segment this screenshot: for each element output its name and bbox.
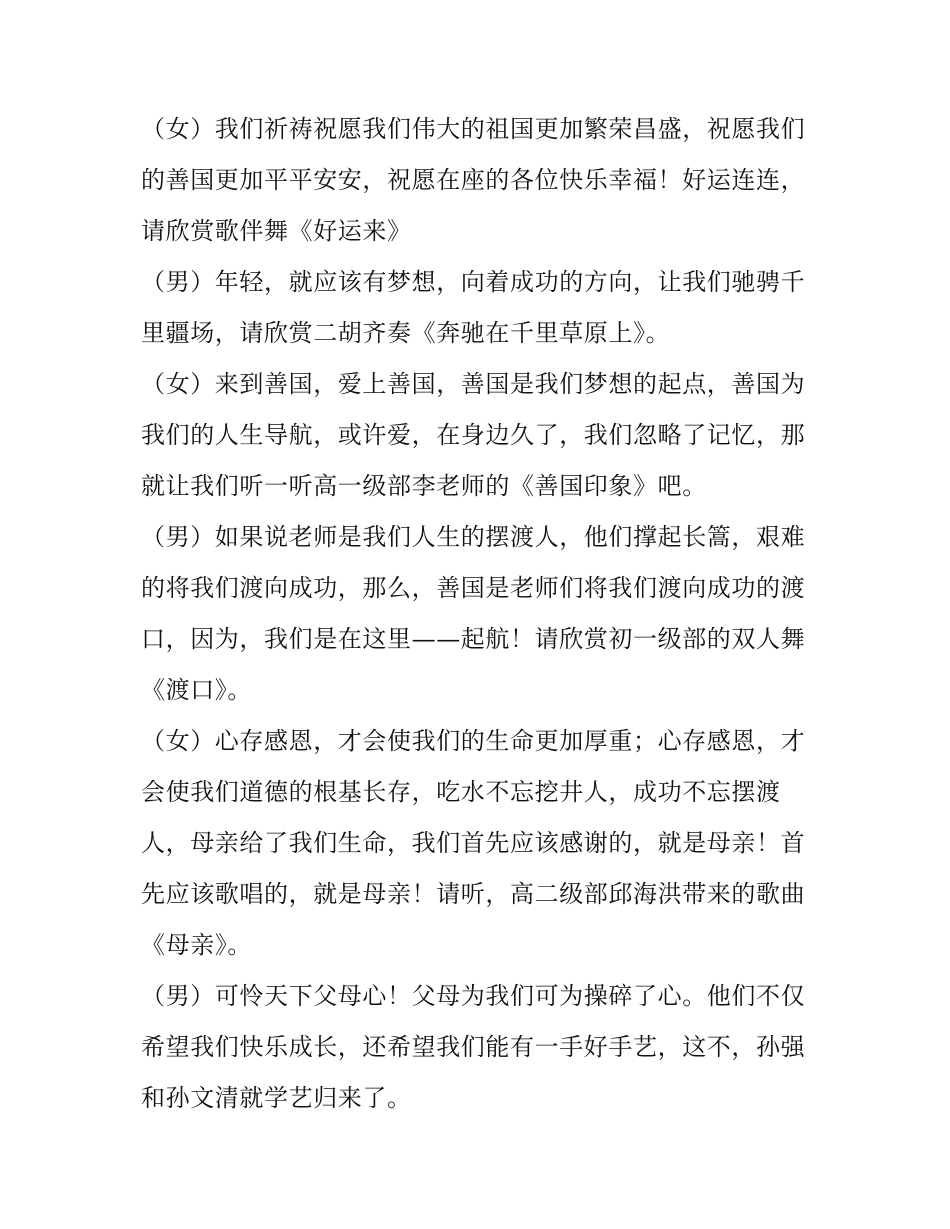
text-line: 里疆场，请欣赏二胡齐奏《奔驰在千里草原上》。 xyxy=(141,319,671,347)
text-line: 就让我们听一听高一级部李老师的《善国印象》吧。 xyxy=(141,472,707,500)
text-line: （男）年轻，就应该有梦想，向着成功的方向，让我们驰骋千 xyxy=(141,268,806,296)
text-line: （男）可怜天下父母心！父母为我们可为操碎了心。他们不仅 xyxy=(141,982,806,1010)
text-line: （女）来到善国，爱上善国，善国是我们梦想的起点，善国为 xyxy=(141,370,806,398)
text-line: 和孙文清就学艺归来了。 xyxy=(141,1084,412,1112)
text-line: 的善国更加平平安安，祝愿在座的各位快乐幸福！好运连连， xyxy=(141,166,806,194)
text-line: 的将我们渡向成功，那么，善国是老师们将我们渡向成功的渡 xyxy=(141,574,806,602)
text-line: 人，母亲给了我们生命，我们首先应该感谢的，就是母亲！首 xyxy=(141,829,806,857)
text-line: （男）如果说老师是我们人生的摆渡人，他们撑起长篙，艰难 xyxy=(141,523,806,551)
text-line: 先应该歌唱的，就是母亲！请听，高二级部邱海洪带来的歌曲 xyxy=(141,880,806,908)
text-line: 口，因为，我们是在这里——起航！请欣赏初一级部的双人舞 xyxy=(141,625,806,653)
text-line: 《渡口》。 xyxy=(141,676,252,704)
document-body xyxy=(141,104,821,1124)
text-line: （女）心存感恩，才会使我们的生命更加厚重；心存感恩，才 xyxy=(141,727,806,755)
text-line: 我们的人生导航，或许爱，在身边久了，我们忽略了记忆，那 xyxy=(141,421,806,449)
text-line: 会使我们道德的根基长存，吃水不忘挖井人，成功不忘摆渡 xyxy=(141,778,781,806)
text-line: （女）我们祈祷祝愿我们伟大的祖国更加繁荣昌盛，祝愿我们 xyxy=(141,115,806,143)
text-line: 希望我们快乐成长，还希望我们能有一手好手艺，这不，孙强 xyxy=(141,1033,806,1061)
text-line: 《母亲》。 xyxy=(141,931,252,959)
text-line: 请欣赏歌伴舞《好运来》 xyxy=(141,217,412,245)
